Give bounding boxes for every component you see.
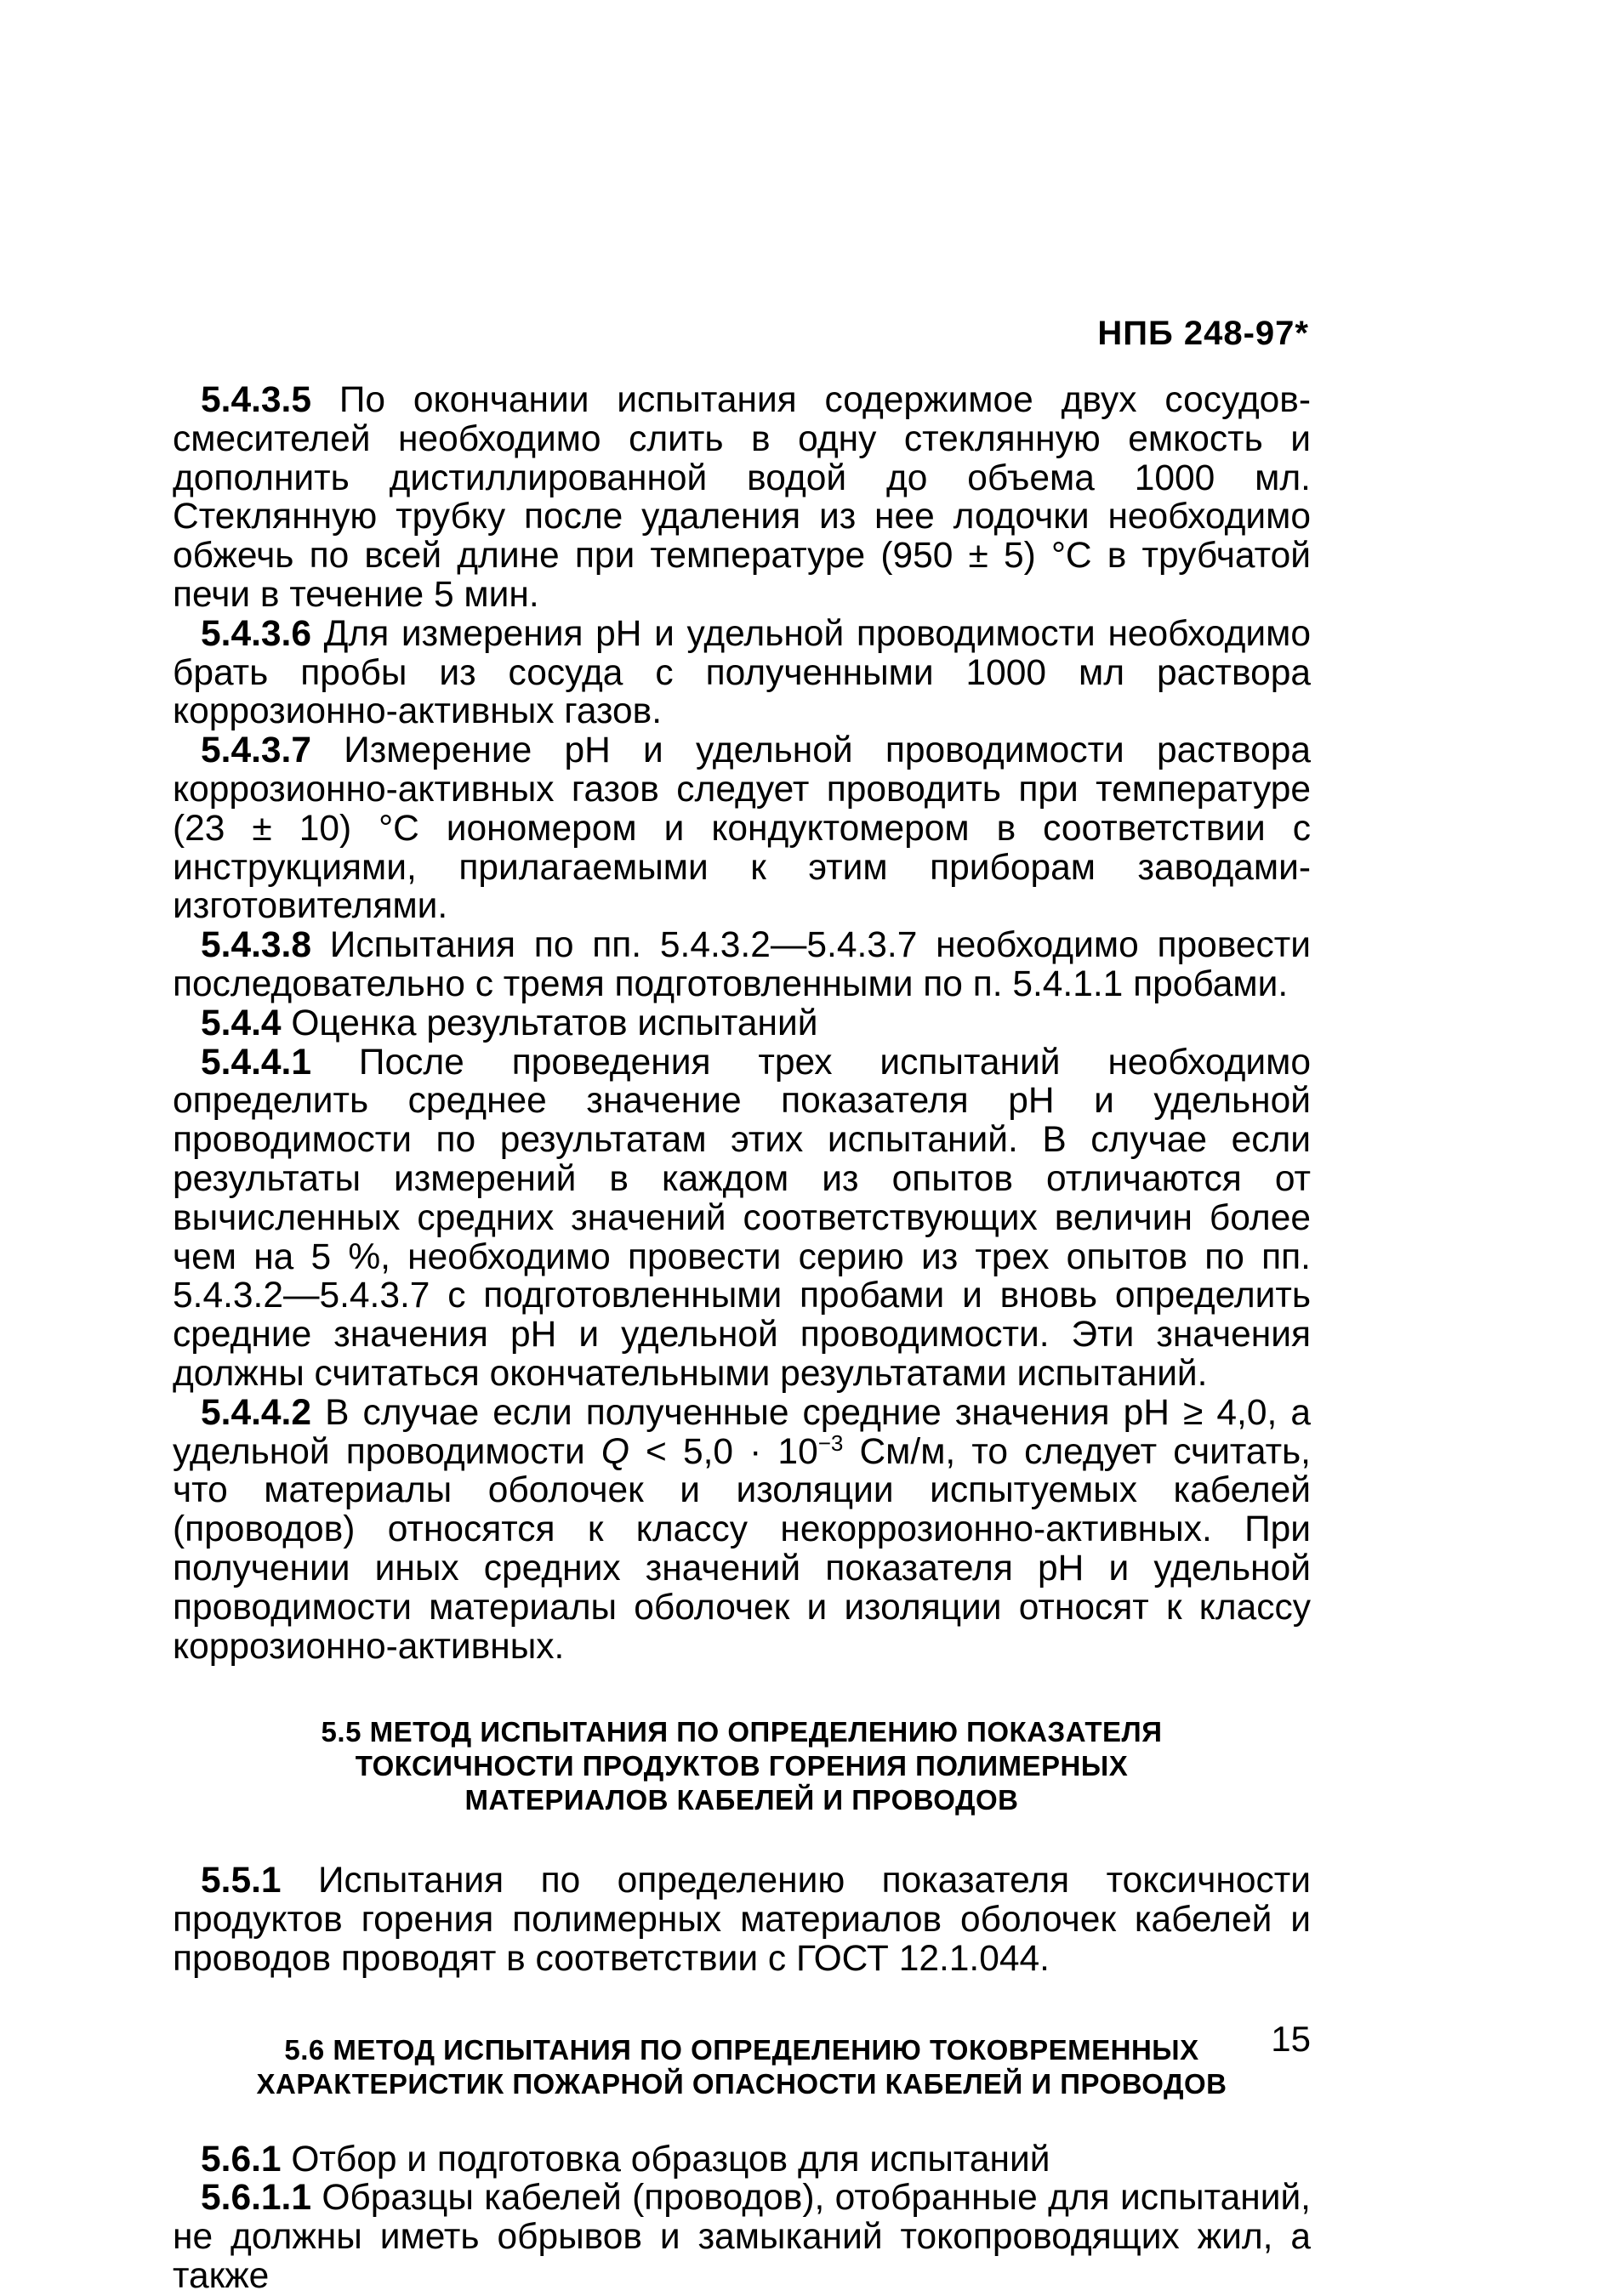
- paragraph-5-6-1-1: [173, 2179, 1311, 2295]
- clause-text: По окончании испытания содержимое двух сосудов-смесителей необходимо слить в одну стеклянную емкость и дополнить дистиллированной водой до объема 1000 мл. Стеклянную трубку после удаления из нее лодочки необходимо обжечь по всей длине при температуре (950 ± 5) °С в трубчатой печи в течение 5 мин.: [173, 380, 1311, 615]
- clause-text: В случае если полученные средние значения рН ≥ 4,0, а удельной проводимости: [173, 1392, 1311, 1472]
- clause-text: Оценка результатов испытаний: [281, 1003, 818, 1043]
- clause-text: См/м, то следует считать, что материалы оболочек и изоляции испытуемых кабелей (проводов) относятся к классу некоррозионно-активных. При получении иных средних значений показателя рН и удельной проводимости материалы оболочек и изоляции относят к классу коррозионно-активных.: [173, 1431, 1311, 1667]
- paragraph-5-4-4-2: [173, 1394, 1311, 1667]
- clause-text: < 5,0 · 10: [629, 1431, 818, 1472]
- paragraph-5-6-1: [173, 2140, 1311, 2179]
- heading-line: 5.5 МЕТОД ИСПЫТАНИЯ ПО ОПРЕДЕЛЕНИЮ ПОКАЗАТЕЛЯ: [321, 1716, 1163, 1748]
- paragraph-5-4-3-6: [173, 615, 1311, 731]
- paragraph-5-4-4-1: [173, 1043, 1311, 1394]
- clause-text: Образцы кабелей (проводов), отобранные для испытаний, не должны иметь обрывов и замыканий токопроводящих жил, а также: [173, 2178, 1311, 2296]
- clause-text: После проведения трех испытаний необходимо определить среднее значение показателя рН и удельной проводимости по результатам этих испытаний. В случае если результаты измерений в каждом из опытов отличаются от вычисленных средних значений соответствующих величин более чем на 5 %, необходимо провести серию из трех опытов по пп. 5.4.3.2—5.4.3.7 с подготовленными пробами и вновь определить средние значения рН и удельной проводимости. Эти значения должны считаться окончательными результатами испытаний.: [173, 1042, 1311, 1394]
- clause-text: Измерение рН и удельной проводимости раствора коррозионно-активных газов следует проводить при температуре (23 ± 10) °С иономером и кондуктомером в соответствии с инструкциями, прилагаемыми к этим приборам заводами-изготовителями.: [173, 730, 1311, 927]
- clause-text: Испытания по определению показателя токсичности продуктов горения полимерных материалов оболочек кабелей и проводов проводят в соответствии с ГОСТ 12.1.044.: [173, 1861, 1311, 1979]
- paragraph-5-4-3-7: [173, 731, 1311, 926]
- clause-number: 5.4.3.7: [201, 730, 311, 771]
- clause-text: Для измерения рН и удельной проводимости необходимо брать пробы из сосуда с полученными 1000 мл раствора коррозионно-активных газов.: [173, 613, 1311, 732]
- document-code: НПБ 248-97*: [1097, 315, 1309, 352]
- page-body: [173, 381, 1311, 2296]
- paragraph-5-4-3-8: [173, 926, 1311, 1004]
- heading-line: ТОКСИЧНОСТИ ПРОДУКТОВ ГОРЕНИЯ ПОЛИМЕРНЫХ: [355, 1750, 1129, 1782]
- paragraph-5-4-3-5: [173, 381, 1311, 615]
- section-heading-5-6: [173, 2033, 1311, 2101]
- exponent: −3: [817, 1429, 844, 1456]
- clause-number: 5.4.4.2: [201, 1392, 311, 1433]
- page-number: 15: [1271, 2019, 1311, 2059]
- variable-q: Q: [601, 1431, 629, 1472]
- clause-text: Отбор и подготовка образцов для испытаний: [281, 2139, 1050, 2179]
- section-heading-5-5: [173, 1715, 1311, 1817]
- heading-line: 5.6 МЕТОД ИСПЫТАНИЯ ПО ОПРЕДЕЛЕНИЮ ТОКОВРЕМЕННЫХ: [284, 2033, 1199, 2066]
- clause-number: 5.4.3.6: [201, 613, 311, 654]
- clause-number: 5.5.1: [201, 1861, 282, 1901]
- clause-text: Испытания по пп. 5.4.3.2—5.4.3.7 необходимо провести последовательно с тремя подготовленными по п. 5.4.1.1 пробами.: [173, 925, 1311, 1004]
- paragraph-5-4-4: [173, 1004, 1311, 1043]
- paragraph-5-5-1: [173, 1861, 1311, 1978]
- clause-number: 5.4.3.8: [201, 925, 311, 966]
- clause-number: 5.4.3.5: [201, 380, 311, 420]
- heading-line: ХАРАКТЕРИСТИК ПОЖАРНОЙ ОПАСНОСТИ КАБЕЛЕЙ И ПРОВОДОВ: [256, 2067, 1227, 2100]
- clause-number: 5.4.4.1: [201, 1042, 311, 1083]
- clause-number: 5.6.1: [201, 2139, 282, 2179]
- heading-line: МАТЕРИАЛОВ КАБЕЛЕЙ И ПРОВОДОВ: [464, 1784, 1019, 1816]
- clause-number: 5.4.4: [201, 1003, 282, 1043]
- clause-number: 5.6.1.1: [201, 2178, 311, 2219]
